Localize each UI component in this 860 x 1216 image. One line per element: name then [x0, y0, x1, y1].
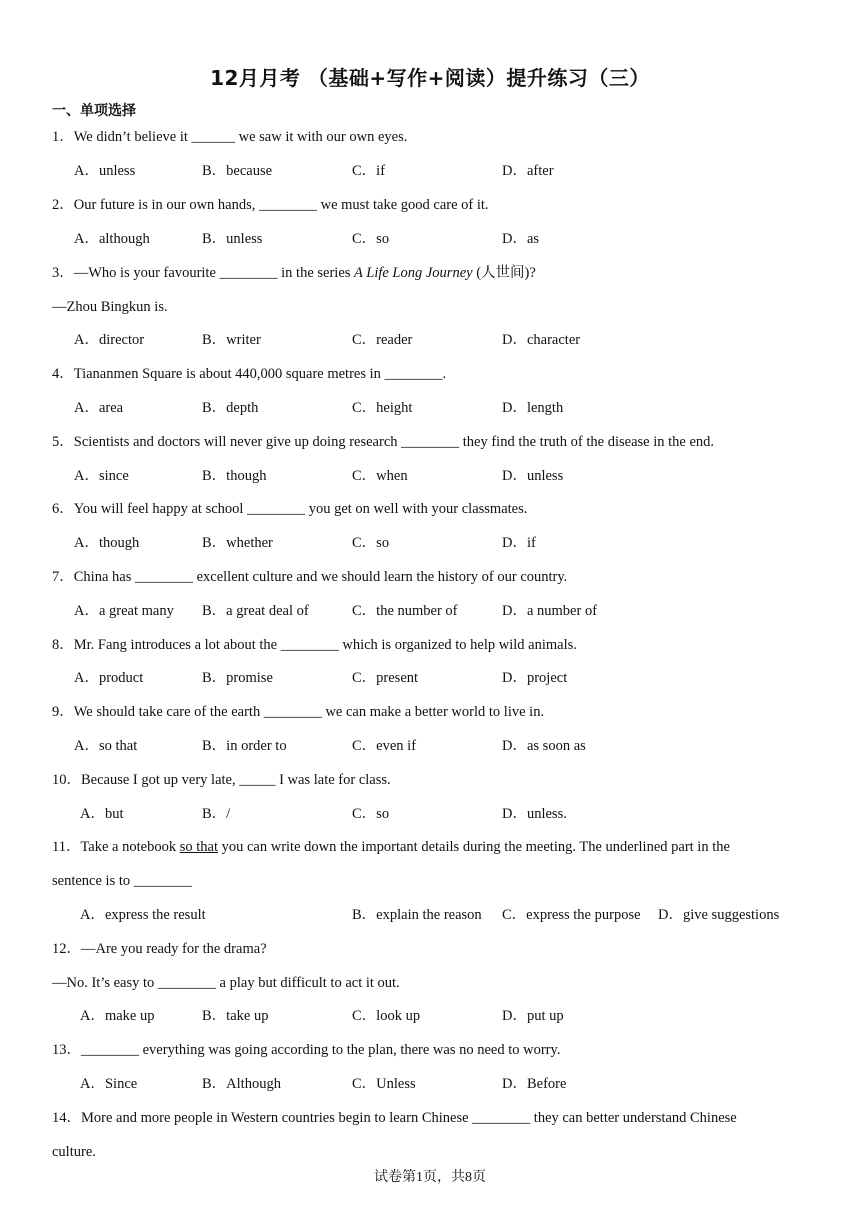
q4-option-a: A．area: [74, 400, 124, 416]
q3-text-end: (人世间)?: [472, 265, 536, 281]
q11-option-a: A．express the result: [80, 907, 206, 923]
question-5: 5．Scientists and doctors will never give up doing research ________ they find the truth of the disease in the end.: [52, 434, 715, 450]
q1-option-c: C．if: [352, 163, 386, 179]
question-6: 6．You will feel happy at school ________ you get on well with your classmates.: [52, 501, 528, 517]
q4-option-c: C．height: [352, 400, 413, 416]
q9-option-a: A．so that: [74, 738, 138, 754]
q9-option-b: B．in order to: [202, 738, 287, 754]
question-4: 4．Tiananmen Square is about 440,000 square metres in ________.: [52, 366, 447, 382]
q3-option-c: C．reader: [352, 332, 413, 348]
question-12-continued: —No. It’s easy to ________ a play but difficult to act it out.: [52, 975, 400, 991]
q7-option-d: D．a number of: [502, 603, 598, 619]
q7-option-c: C．the number of: [352, 603, 458, 619]
q4-option-d: D．length: [502, 400, 564, 416]
q5-option-c: C．when: [352, 468, 408, 484]
q2-option-b: B．unless: [202, 231, 263, 247]
question-1: 1．We didn’t believe it ______ we saw it with our own eyes.: [52, 129, 408, 145]
q6-option-d: D．if: [502, 535, 536, 551]
q9-option-c: C．even if: [352, 738, 417, 754]
q13-option-a: A．Since: [80, 1076, 138, 1092]
q10-option-c: C．so: [352, 806, 390, 822]
question-7: 7．China has ________ excellent culture and we should learn the history of our country.: [52, 569, 568, 585]
q3-series-title: A Life Long Journey: [354, 265, 473, 281]
q12-option-a: A．make up: [80, 1008, 155, 1024]
q12-option-d: D．put up: [502, 1008, 564, 1024]
question-11-continued: sentence is to ________: [52, 873, 192, 889]
question-14: 14．More and more people in Western countries begin to learn Chinese ________ they can better understand Chinese: [52, 1110, 737, 1126]
question-3: [52, 264, 536, 282]
q12-option-b: B．take up: [202, 1008, 269, 1024]
q3-option-b: B．writer: [202, 332, 261, 348]
q2-option-a: A．although: [74, 231, 150, 247]
question-9: 9．We should take care of the earth ________ we can make a better world to live in.: [52, 704, 545, 720]
page-footer: 试卷第1页，共8页: [374, 1170, 486, 1185]
q11-option-b: B．explain the reason: [352, 907, 482, 923]
q11-text-end: you can write down the important details during the meeting. The underlined part in the: [217, 839, 730, 855]
q11-option-c: C．express the purpose: [502, 907, 641, 923]
q5-option-a: A．since: [74, 468, 129, 484]
q10-option-b: B．/: [202, 806, 231, 822]
q3-option-a: A．director: [74, 332, 145, 348]
q7-option-b: B．a great deal of: [202, 603, 309, 619]
question-13: 13．________ everything was going according to the plan, there was no need to worry.: [52, 1042, 561, 1058]
q13-option-b: B．Although: [202, 1076, 281, 1092]
question-12: 12．—Are you ready for the drama?: [52, 941, 267, 957]
q6-option-a: A．though: [74, 535, 140, 551]
q2-option-c: C．so: [352, 231, 390, 247]
question-2: 2．Our future is in our own hands, ________ we must take good care of it.: [52, 197, 489, 213]
q6-option-b: B．whether: [202, 535, 273, 551]
q8-option-a: A．product: [74, 670, 144, 686]
q11-text-start: 11．Take a notebook: [52, 839, 180, 855]
q10-option-a: A．but: [80, 806, 124, 822]
question-10: 10．Because I got up very late, _____ I was late for class.: [52, 772, 391, 788]
q6-option-c: C．so: [352, 535, 390, 551]
q8-option-b: B．promise: [202, 670, 273, 686]
q11-underlined-phrase: so that: [179, 839, 218, 855]
q1-option-a: A．unless: [74, 163, 136, 179]
q10-option-d: D．unless.: [502, 806, 567, 822]
q13-option-d: D．Before: [502, 1076, 567, 1092]
q12-option-c: C．look up: [352, 1008, 421, 1024]
q1-option-d: D．after: [502, 163, 554, 179]
section-heading: 一、单项选择: [52, 103, 136, 119]
q8-option-d: D．project: [502, 670, 568, 686]
q7-option-a: A．a great many: [74, 603, 174, 619]
q3-option-d: D．character: [502, 332, 581, 348]
q13-option-c: C．Unless: [352, 1076, 416, 1092]
q1-option-b: B．because: [202, 163, 273, 179]
question-8: 8．Mr. Fang introduces a lot about the ________ which is organized to help wild animals.: [52, 637, 577, 653]
q8-option-c: C．present: [352, 670, 419, 686]
q5-option-d: D．unless: [502, 468, 564, 484]
q9-option-d: D．as soon as: [502, 738, 586, 754]
question-11: [52, 838, 730, 856]
q11-option-d: D．give suggestions: [658, 907, 780, 923]
q4-option-b: B．depth: [202, 400, 259, 416]
q2-option-d: D．as: [502, 231, 540, 247]
page-title: 12月月考 （基础+写作+阅读）提升练习（三）: [210, 66, 650, 90]
question-3-answer-line: —Zhou Bingkun is.: [52, 299, 168, 315]
q3-text-start: 3．—Who is your favourite ________ in the series: [52, 265, 355, 281]
q5-option-b: B．though: [202, 468, 267, 484]
question-14-continued: culture.: [52, 1144, 96, 1160]
